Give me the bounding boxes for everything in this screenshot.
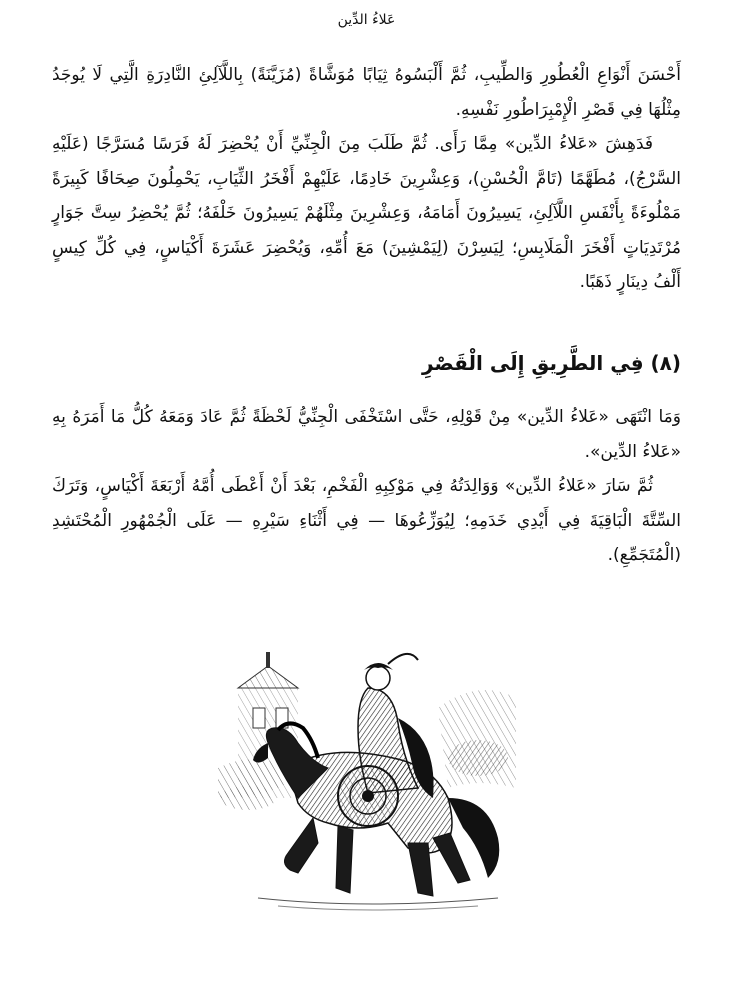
section-heading: (٨) فِي الطَّرِيقِ إِلَى الْقَصْرِ [421, 351, 681, 375]
text-block-bottom [52, 400, 681, 573]
paragraph: وَمَا انْتَهَى «عَلاءُ الدِّين» مِنْ قَوْلِهِ، حَتَّى اسْتَخْفَى الْجِنِّيُّ لَحْظَةً ثُمَّ عَادَ وَمَعَهُ كُلُّ مَا أَمَرَهُ بِهِ «عَلاءُ الدِّين». [52, 407, 681, 462]
running-header: عَلاءُ الدِّين [337, 12, 396, 28]
horseman-illustration [218, 648, 516, 918]
paragraph: فَدَهِشَ «عَلاءُ الدِّين» مِمَّا رَأَى. ثُمَّ طَلَبَ مِنَ الْجِنِّيِّ أَنْ يُحْضِرَ لَهُ فَرَسًا مُسَرَّجًا (عَلَيْهِ السَّرْجُ)، مُطَهَّمًا (تَامَّ الْحُسْنِ)، وَعِشْرِينَ خَادِمًا، عَلَيْهِمْ أَفْخَرُ الثِّيَابِ، يَحْمِلُونَ صِحَافًا كَبِيرَةً مَمْلُوءَةً بِأَنْفَسِ اللَّآلِئِ، يَسِيرُونَ أَمَامَهُ، وَعِشْرِينَ مِثْلَهُمْ يَسِيرُونَ خَلْفَهُ؛ ثُمَّ يُحْضِرُ سِتَّ جَوَارٍ مُرْتَدِيَاتٍ أَفْخَرَ الْمَلَابِسِ؛ لِيَسِرْنَ (لِيَمْشِينَ) مَعَ أُمِّهِ، وَيُحْضِرَ عَشَرَةَ أَكْيَاسٍ، فِي كُلِّ كِيسٍ أَلْفُ دِينَارٍ ذَهَبًا. [52, 134, 681, 292]
engraving-icon [218, 648, 516, 918]
text-block-top [52, 58, 681, 300]
paragraph-continuation: أَحْسَنَ أَنْوَاعِ الْعُطُورِ وَالطِّيبِ، ثُمَّ أَلْبَسُوهُ ثِيَابًا مُوَشَّاةً (مُزَيَّنَةً) بِاللَّآلِئِ النَّادِرَةِ الَّتِي لَا يُوجَدُ مِثْلُهَا فِي قَصْرِ الْإِمْبِرَاطُورِ نَفْسِهِ. [52, 65, 681, 120]
paragraph: ثُمَّ سَارَ «عَلاءُ الدِّين» وَوَالِدَتُهُ فِي مَوْكِبِهِ الْفَخْمِ، بَعْدَ أَنْ أَعْطَى أُمَّهُ أَرْبَعَةَ أَكْيَاسٍ، وَتَرَكَ السِّتَّةَ الْبَاقِيَةَ فِي أَيْدِي خَدَمِهِ؛ لِيُوَزِّعُوهَا — فِي أَثْنَاءِ سَيْرِهِ — عَلَى الْجُمْهُورِ الْمُحْتَشِدِ (الْمُتَجَمِّعِ). [52, 476, 681, 565]
